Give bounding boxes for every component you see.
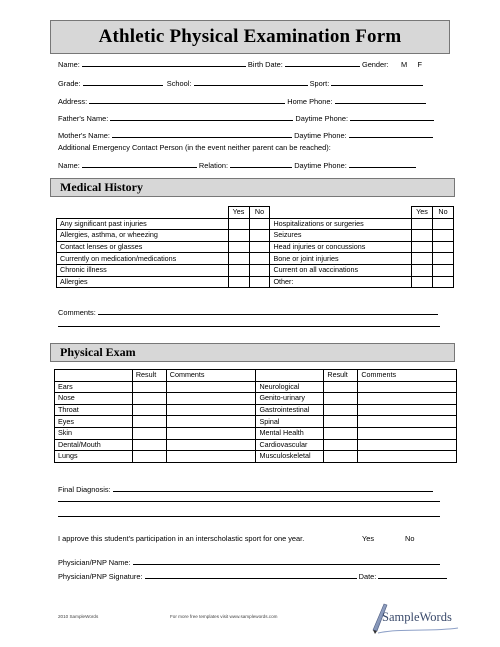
address-label: Address: — [58, 97, 88, 106]
medical-history-item: Hospitalizations or surgeries — [270, 218, 412, 230]
result-cell[interactable] — [132, 416, 166, 428]
result-cell[interactable] — [132, 381, 166, 393]
row-comments — [58, 307, 438, 317]
grade-label: Grade: — [58, 79, 81, 88]
father-daytime-phone-label: Daytime Phone: — [295, 114, 349, 123]
no-checkbox[interactable] — [249, 241, 270, 253]
comments-cell[interactable] — [358, 451, 457, 463]
date-label: Date: — [358, 572, 377, 581]
result-cell[interactable] — [324, 404, 358, 416]
physician-signature-field[interactable] — [145, 571, 357, 579]
no-checkbox[interactable] — [433, 276, 454, 288]
sport-field[interactable] — [331, 78, 423, 86]
result-column-header: Result — [132, 370, 166, 382]
comments-column-header: Comments — [166, 370, 256, 382]
gender-m-option[interactable]: M — [401, 60, 408, 69]
result-cell[interactable] — [132, 404, 166, 416]
medical-history-item: Allergies, asthma, or wheezing — [57, 230, 229, 242]
physical-exam-heading-bar — [50, 343, 455, 362]
table-row — [57, 276, 454, 288]
comments-cell[interactable] — [358, 404, 457, 416]
comments-cell[interactable] — [166, 439, 256, 451]
yes-checkbox[interactable] — [412, 241, 433, 253]
medical-history-item: Allergies — [57, 276, 229, 288]
yes-checkbox[interactable] — [228, 218, 249, 230]
physician-signature-label: Physician/PNP Signature: — [58, 572, 143, 581]
exam-item: Gastrointestinal — [256, 404, 324, 416]
no-column-header: No — [249, 207, 270, 219]
table-row — [57, 218, 454, 230]
medical-history-item: Contact lenses or glasses — [57, 241, 229, 253]
sport-label: Sport: — [309, 79, 330, 88]
emergency-contact-note: Additional Emergency Contact Person (in the event neither parent can be reached): — [58, 143, 331, 152]
no-checkbox[interactable] — [433, 230, 454, 242]
medical-history-item: Bone or joint injuries — [270, 253, 412, 265]
fathers-name-field[interactable] — [110, 113, 293, 121]
emergency-daytime-phone-field[interactable] — [349, 160, 416, 168]
school-label: School: — [166, 79, 192, 88]
no-checkbox[interactable] — [433, 218, 454, 230]
comments-cell[interactable] — [166, 427, 256, 439]
no-checkbox[interactable] — [433, 241, 454, 253]
exam-item: Skin — [55, 427, 133, 439]
no-checkbox[interactable] — [249, 218, 270, 230]
birth-date-label: Birth Date: — [247, 60, 283, 69]
comments-cell[interactable] — [358, 416, 457, 428]
no-checkbox[interactable] — [249, 264, 270, 276]
no-checkbox[interactable] — [433, 264, 454, 276]
yes-checkbox[interactable] — [412, 218, 433, 230]
yes-checkbox[interactable] — [228, 241, 249, 253]
yes-checkbox[interactable] — [412, 264, 433, 276]
mothers-name-field[interactable] — [112, 130, 292, 138]
yes-checkbox[interactable] — [412, 230, 433, 242]
comments-field-line[interactable] — [58, 326, 440, 327]
exam-item: Genito-urinary — [256, 393, 324, 405]
fathers-name-label: Father's Name: — [58, 114, 109, 123]
date-field[interactable] — [378, 571, 447, 579]
medical-history-heading-bar — [50, 178, 455, 197]
comments-column-header: Comments — [358, 370, 457, 382]
grade-field[interactable] — [83, 78, 163, 86]
row-final-diagnosis — [58, 484, 433, 494]
emergency-daytime-phone-label: Daytime Phone: — [294, 161, 347, 170]
yes-checkbox[interactable] — [412, 276, 433, 288]
comments-cell[interactable] — [166, 451, 256, 463]
comments-cell[interactable] — [166, 381, 256, 393]
comments-cell[interactable] — [166, 416, 256, 428]
result-cell[interactable] — [132, 393, 166, 405]
table-row — [57, 253, 454, 265]
table-row — [57, 207, 454, 219]
result-cell[interactable] — [324, 427, 358, 439]
gender-f-option[interactable]: F — [417, 60, 422, 69]
physical-exam-table — [54, 369, 457, 463]
no-checkbox[interactable] — [249, 276, 270, 288]
medical-history-heading: Medical History — [60, 180, 143, 194]
result-cell[interactable] — [324, 416, 358, 428]
no-checkbox[interactable] — [249, 253, 270, 265]
comments-cell[interactable] — [166, 404, 256, 416]
yes-column-header: Yes — [228, 207, 249, 219]
mothers-name-label: Mother's Name: — [58, 131, 110, 140]
result-cell[interactable] — [132, 451, 166, 463]
exam-item: Neurological — [256, 381, 324, 393]
row-address — [58, 96, 426, 106]
final-diagnosis-label: Final Diagnosis: — [58, 485, 111, 494]
samplewords-logo-text: SampleWords — [382, 610, 452, 624]
result-cell[interactable] — [132, 427, 166, 439]
row-physician-name — [58, 557, 440, 567]
comments-cell[interactable] — [358, 393, 457, 405]
row-emergency — [58, 160, 416, 170]
exam-item: Eyes — [55, 416, 133, 428]
comments-cell[interactable] — [166, 393, 256, 405]
medical-history-item: Other: — [270, 276, 412, 288]
table-row — [55, 451, 457, 463]
exam-item: Spinal — [256, 416, 324, 428]
medical-history-item: Head injuries or concussions — [270, 241, 412, 253]
diagnosis-line-2[interactable] — [58, 501, 440, 502]
medical-history-item: Any significant past injuries — [57, 218, 229, 230]
table-row — [57, 230, 454, 242]
exam-item: Nose — [55, 393, 133, 405]
comments-cell[interactable] — [358, 427, 457, 439]
home-phone-label: Home Phone: — [287, 97, 333, 106]
footer-website-note: For more free templates visit www.samplewords.com — [170, 614, 278, 619]
comments-cell[interactable] — [358, 439, 457, 451]
approval-statement: I approve this student's participation in an interscholastic sport for one year. — [58, 534, 305, 543]
row-grade — [58, 78, 423, 88]
footer-copyright: 2010 SampleWords — [58, 614, 99, 619]
exam-item: Mental Health — [256, 427, 324, 439]
home-phone-field[interactable] — [335, 96, 426, 104]
result-cell[interactable] — [324, 381, 358, 393]
relation-label: Relation: — [198, 161, 229, 170]
form-title: Athletic Physical Examination Form — [98, 26, 402, 47]
address-field[interactable] — [89, 96, 285, 104]
row-physician-signature — [58, 571, 447, 581]
table-row — [55, 370, 457, 382]
result-cell[interactable] — [324, 393, 358, 405]
exam-item: Cardiovascular — [256, 439, 324, 451]
name-label: Name: — [58, 60, 80, 69]
table-row — [57, 241, 454, 253]
yes-checkbox[interactable] — [412, 253, 433, 265]
result-cell[interactable] — [324, 439, 358, 451]
result-cell[interactable] — [324, 451, 358, 463]
approval-no-option[interactable]: No — [405, 534, 415, 543]
row-name — [58, 59, 422, 69]
exam-item: Musculoskeletal — [256, 451, 324, 463]
row-father — [58, 113, 434, 123]
table-row — [55, 427, 457, 439]
yes-checkbox[interactable] — [228, 264, 249, 276]
medical-history-item: Current on all vaccinations — [270, 264, 412, 276]
exam-item: Throat — [55, 404, 133, 416]
yes-checkbox[interactable] — [228, 276, 249, 288]
exam-item: Dental/Mouth — [55, 439, 133, 451]
table-row — [55, 404, 457, 416]
mother-daytime-phone-field[interactable] — [349, 130, 433, 138]
final-diagnosis-field[interactable] — [113, 484, 433, 492]
comments-cell[interactable] — [358, 381, 457, 393]
comments-label: Comments: — [58, 308, 96, 317]
father-daytime-phone-field[interactable] — [350, 113, 434, 121]
birth-date-field[interactable] — [285, 59, 360, 67]
comments-field[interactable] — [98, 307, 438, 315]
physical-exam-heading: Physical Exam — [60, 345, 136, 359]
table-row — [55, 381, 457, 393]
mother-daytime-phone-label: Daytime Phone: — [294, 131, 347, 140]
physician-name-label: Physician/PNP Name: — [58, 558, 131, 567]
no-checkbox[interactable] — [433, 253, 454, 265]
medical-history-item: Currently on medication/medications — [57, 253, 229, 265]
no-column-header: No — [433, 207, 454, 219]
result-cell[interactable] — [132, 439, 166, 451]
medical-history-item: Seizures — [270, 230, 412, 242]
no-checkbox[interactable] — [249, 230, 270, 242]
yes-column-header: Yes — [412, 207, 433, 219]
relation-field[interactable] — [230, 160, 292, 168]
form-title-banner — [50, 20, 450, 54]
table-row — [57, 264, 454, 276]
emergency-name-field[interactable] — [82, 160, 197, 168]
table-row — [55, 393, 457, 405]
diagnosis-line-3[interactable] — [58, 516, 440, 517]
gender-label: Gender: — [361, 60, 389, 69]
school-field[interactable] — [194, 78, 308, 86]
yes-checkbox[interactable] — [228, 253, 249, 265]
result-column-header: Result — [324, 370, 358, 382]
table-row — [55, 416, 457, 428]
approval-yes-option[interactable]: Yes — [362, 534, 375, 543]
exam-item: Lungs — [55, 451, 133, 463]
row-mother — [58, 130, 433, 140]
exam-item: Ears — [55, 381, 133, 393]
medical-history-item: Chronic illness — [57, 264, 229, 276]
name-field[interactable] — [82, 59, 246, 67]
yes-checkbox[interactable] — [228, 230, 249, 242]
medical-history-table — [56, 206, 454, 288]
emergency-name-label: Name: — [58, 161, 80, 170]
table-row — [55, 439, 457, 451]
physician-name-field[interactable] — [133, 557, 440, 565]
